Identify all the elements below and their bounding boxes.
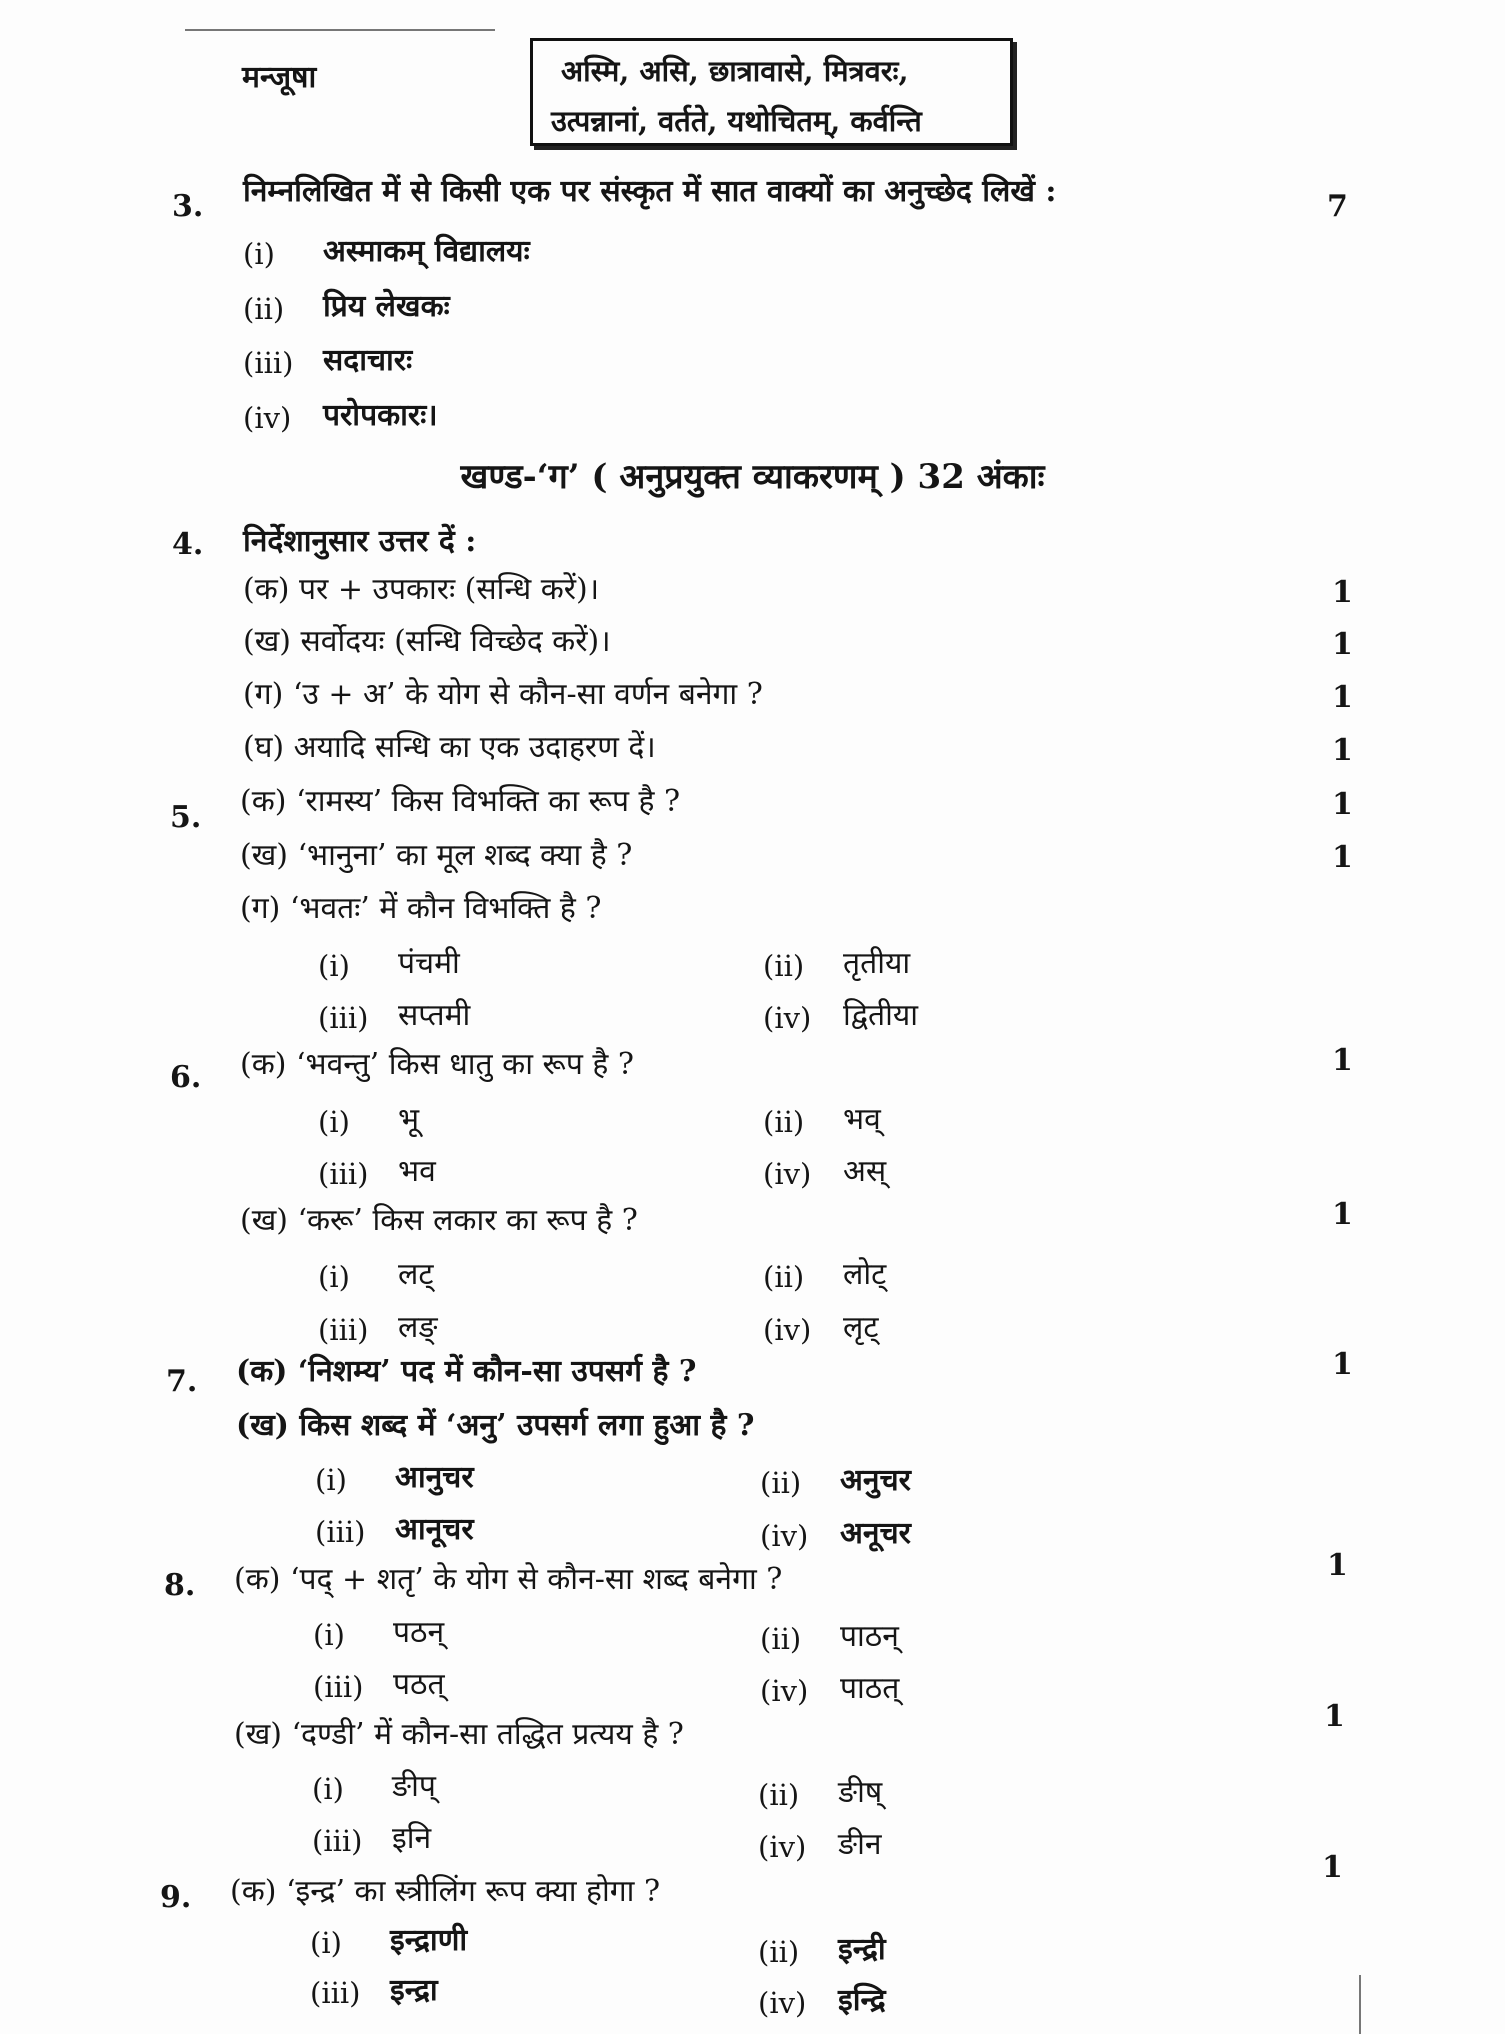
- q9-number: 9.: [160, 1880, 192, 1915]
- option-num: (ii): [763, 949, 805, 983]
- q5-kha-mark: 1: [1332, 840, 1353, 875]
- option-num: (i): [318, 1260, 350, 1294]
- q8-ka: (क) ‘पद् + शतृ’ के योग से कौन-सा शब्द बनेगा ?: [234, 1562, 783, 1597]
- option-text: पंचमी: [398, 946, 460, 981]
- q6-ka-mark: 1: [1332, 1043, 1353, 1078]
- q6-kha: (ख) ‘करू’ किस लकार का रूप है ?: [240, 1203, 638, 1238]
- option-text: इन्द्री: [838, 1932, 886, 1967]
- option-num: (ii): [758, 1778, 800, 1812]
- q7-kha: (ख) किस शब्द में ‘अनु’ उपसर्ग लगा हुआ है ?: [236, 1408, 755, 1443]
- section-heading: खण्ड-‘ग’ ( अनुप्रयुक्त व्याकरणम् ) 32 अंकाः: [460, 457, 1045, 497]
- q5-number: 5.: [170, 800, 202, 835]
- q3-item-text: सदाचारः: [323, 343, 413, 378]
- option-text: पठन्: [393, 1615, 445, 1650]
- option-text: आनुचर: [395, 1460, 474, 1495]
- option-text: भू: [398, 1102, 420, 1137]
- q5-kha: (ख) ‘भानुना’ का मूल शब्द क्या है ?: [240, 838, 633, 873]
- q4-text: निर्देशानुसार उत्तर दें :: [243, 524, 477, 559]
- manjusha-label: मन्जूषा: [242, 60, 317, 95]
- option-num: (i): [310, 1926, 342, 1960]
- q4-item: (क) पर + उपकारः (सन्धि करें)।: [243, 572, 600, 607]
- manjusha-line-2: उत्पन्नानां, वर्तते, यथोचितम्, कर्वन्ति: [551, 104, 922, 138]
- option-text: आनूचर: [395, 1512, 474, 1547]
- option-num: (iii): [315, 1515, 366, 1549]
- q9-ka-mark: 1: [1322, 1850, 1343, 1885]
- q4-item-mark: 1: [1332, 733, 1353, 768]
- option-text: इन्द्रि: [838, 1983, 886, 2018]
- option-text: लङ्: [398, 1310, 438, 1345]
- option-num: (iv): [763, 1001, 812, 1035]
- option-num: (iii): [318, 1001, 369, 1035]
- option-num: (iii): [312, 1824, 363, 1858]
- q5-ga: (ग) ‘भवतः’ में कौन विभक्ति है ?: [240, 891, 602, 926]
- q4-number: 4.: [172, 527, 204, 562]
- q6-kha-mark: 1: [1332, 1197, 1353, 1232]
- q4-item: (घ) अयादि सन्धि का एक उदाहरण दें।: [243, 730, 656, 765]
- option-num: (iii): [310, 1976, 361, 2010]
- q4-item: (ग) ‘उ + अ’ के योग से कौन-सा वर्णन बनेगा ?: [243, 677, 763, 712]
- option-text: सप्तमी: [398, 998, 471, 1033]
- q4-item-mark: 1: [1332, 680, 1353, 715]
- option-text: अनुचर: [840, 1463, 911, 1498]
- q3-item-num: (iv): [243, 401, 292, 435]
- q5-ka-mark: 1: [1332, 787, 1353, 822]
- q3-item-num: (iii): [243, 346, 294, 380]
- option-num: (iii): [318, 1157, 369, 1191]
- option-text: लट्: [398, 1257, 434, 1292]
- option-num: (i): [318, 949, 350, 983]
- q8-number: 8.: [164, 1568, 196, 1603]
- option-text: ङीप्: [392, 1769, 436, 1804]
- q6-number: 6.: [170, 1060, 202, 1095]
- option-num: (iii): [318, 1313, 369, 1347]
- option-text: इन्द्राणी: [390, 1923, 468, 1958]
- q8-kha: (ख) ‘दण्डी’ में कौन-सा तद्धित प्रत्यय है ?: [234, 1717, 684, 1752]
- q4-item-mark: 1: [1332, 575, 1353, 610]
- top-rule: [185, 29, 495, 31]
- option-num: (iv): [760, 1519, 809, 1553]
- q7-ka-mark: 1: [1332, 1347, 1353, 1382]
- q3-item-text: परोपकारः।: [323, 398, 438, 433]
- q7-ka: (क) ‘निशम्य’ पद में कौन-सा उपसर्ग है ?: [236, 1354, 697, 1389]
- q7-number: 7.: [166, 1364, 198, 1399]
- option-text: पाठत्: [840, 1671, 900, 1706]
- option-text: लृट्: [843, 1310, 879, 1345]
- option-text: लोट्: [843, 1257, 887, 1292]
- q3-mark: 7: [1327, 189, 1348, 224]
- option-num: (ii): [763, 1105, 805, 1139]
- q3-item-text: प्रिय लेखकः: [323, 289, 450, 324]
- edge-rule: [1359, 1975, 1361, 2034]
- manjusha-line-1: अस्मि, असि, छात्रावासे, मित्रवरः,: [561, 54, 909, 88]
- manjusha-box: [530, 38, 1013, 146]
- q9-ka: (क) ‘इन्द्र’ का स्त्रीलिंग रूप क्या होगा ?: [230, 1874, 661, 1909]
- option-text: इन्द्रा: [390, 1973, 438, 2008]
- option-num: (iv): [760, 1674, 809, 1708]
- q4-item-mark: 1: [1332, 627, 1353, 662]
- q8-kha-mark: 1: [1324, 1699, 1345, 1734]
- option-text: इनि: [392, 1821, 432, 1856]
- option-num: (i): [318, 1105, 350, 1139]
- option-text: द्वितीया: [843, 998, 919, 1033]
- option-num: (i): [312, 1772, 344, 1806]
- option-text: अनूचर: [840, 1516, 911, 1551]
- option-text: ङीन: [838, 1827, 882, 1862]
- option-text: पठत्: [393, 1667, 445, 1702]
- option-text: पाठन्: [840, 1619, 899, 1654]
- option-num: (i): [315, 1463, 347, 1497]
- option-num: (ii): [760, 1622, 802, 1656]
- q3-number: 3.: [172, 189, 204, 224]
- option-num: (i): [313, 1618, 345, 1652]
- option-text: तृतीया: [843, 946, 911, 981]
- option-num: (ii): [760, 1466, 802, 1500]
- option-text: ङीष्: [838, 1775, 883, 1810]
- option-text: भव: [398, 1154, 436, 1189]
- q3-item-text: अस्माकम् विद्यालयः: [323, 234, 530, 269]
- q8-ka-mark: 1: [1327, 1548, 1348, 1583]
- q3-item-num: (ii): [243, 292, 285, 326]
- option-num: (iv): [758, 1986, 807, 2020]
- option-num: (iii): [313, 1670, 364, 1704]
- q5-ka: (क) ‘रामस्य’ किस विभक्ति का रूप है ?: [240, 784, 681, 819]
- q3-text: निम्नलिखित में से किसी एक पर संस्कृत में सात वाक्यों का अनुच्छेद लिखें :: [243, 174, 1057, 209]
- option-num: (ii): [763, 1260, 805, 1294]
- q3-item-num: (i): [243, 237, 275, 271]
- option-text: अस्: [843, 1154, 887, 1189]
- option-num: (iv): [763, 1313, 812, 1347]
- option-num: (iv): [763, 1157, 812, 1191]
- option-text: भव्: [843, 1102, 881, 1137]
- q6-ka: (क) ‘भवन्तु’ किस धातु का रूप है ?: [240, 1047, 634, 1082]
- q4-item: (ख) सर्वोदयः (सन्धि विच्छेद करें)।: [243, 624, 611, 659]
- option-num: (ii): [758, 1935, 800, 1969]
- option-num: (iv): [758, 1830, 807, 1864]
